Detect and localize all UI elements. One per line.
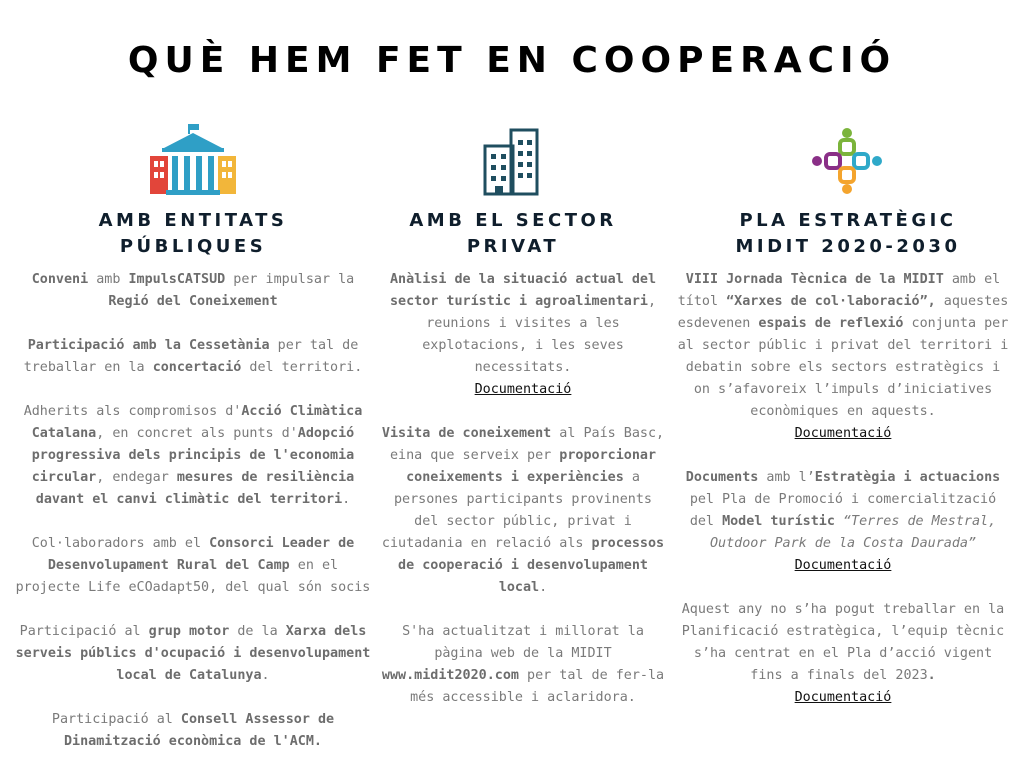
text: pel Pla de Promoció i comercialització del: [689, 492, 997, 529]
documentacio-link[interactable]: Documentació: [794, 558, 892, 573]
paragraph: [14, 621, 372, 687]
bold-text: VIII Jornada Tècnica de la MIDIT: [685, 272, 944, 287]
paragraph: [378, 423, 668, 599]
bold-text: Documents: [685, 470, 759, 485]
bold-text: “Xarxes de col·laboració”,: [726, 294, 936, 309]
text: de la: [229, 624, 286, 639]
documentacio-link[interactable]: Documentació: [794, 426, 892, 441]
office-building-icon: [483, 128, 541, 196]
text: .: [539, 580, 548, 595]
paragraph: [676, 467, 1010, 577]
text: conjunta per al sector públic i privat del territori i debatin sobre els sectors estratègics i on s’afavoreix l’impuls d’iniciatives econòmiques en aquests.: [677, 316, 1009, 419]
documentacio-link[interactable]: Documentació: [794, 690, 892, 705]
text: , en concret als punts d': [96, 426, 298, 441]
bold-text: Consorci Leader de Desenvolupament Rural del Camp: [47, 536, 355, 573]
text: a persones participants provinents del sector públic, privat i ciutadania en relació als: [381, 470, 652, 551]
bold-text: ImpulsCATSUD: [128, 272, 226, 287]
paragraph: [676, 599, 1010, 709]
paragraph: [14, 269, 372, 313]
page-title: QUÈ HEM FET EN COOPERACIÓ: [127, 40, 897, 81]
column-public-entities: [14, 269, 372, 775]
bold-text: Anàlisi de la situació actual del sector turístic i agroalimentari: [389, 272, 657, 309]
text: per tal de treballar en la: [23, 338, 359, 375]
text: , endegar: [96, 470, 177, 485]
text: Aquest any no s’ha pogut treballar en la Planificació estratègica, l’equip tècnic s’ha centrat en el Pla d’acció vigent fins a finals del 2023: [681, 602, 1005, 683]
paragraph: [378, 621, 668, 709]
bold-text: espais de reflexió: [758, 316, 904, 331]
paragraph: [14, 401, 372, 511]
paragraph: [14, 533, 372, 599]
text: per tal de fer-la més accessible i aclaridora.: [410, 668, 665, 705]
text: amb: [88, 272, 129, 287]
bold-text: Regió del Coneixement: [108, 294, 278, 309]
bold-text: Participació amb la Cessetània: [27, 338, 270, 353]
bold-text: Estratègia i actuacions: [814, 470, 1001, 485]
paragraph: [14, 335, 372, 379]
cooperation-people-icon: [812, 127, 882, 195]
column-heading-private: AMB EL SECTOR PRIVAT: [409, 210, 617, 257]
text: [835, 514, 843, 529]
bold-text: www.midit2020.com: [381, 668, 519, 683]
bold-text: processos de cooperació i desenvolupament local: [398, 536, 665, 595]
text: en el projecte Life eCOadapt50, del qual són socis: [15, 558, 371, 595]
bold-text: Acció Climàtica Catalana: [31, 404, 363, 441]
text: al País Basc, eina que serveix per: [389, 426, 665, 463]
paragraph: [676, 269, 1010, 445]
text: Participació al: [19, 624, 149, 639]
bold-text: .: [927, 668, 936, 683]
text: Participació al: [51, 712, 181, 727]
italic-text: “Terres de Mestral, Outdoor Park de la Costa Daurada”: [709, 514, 997, 551]
bold-text: grup motor: [148, 624, 230, 639]
bold-text: concertació: [152, 360, 242, 375]
bold-text: Visita de coneixement: [381, 426, 552, 441]
text: .: [261, 668, 270, 683]
text: S'ha actualitzat i millorat la pàgina web de la MIDIT: [402, 624, 644, 661]
text: .: [342, 492, 351, 507]
text: per impulsar la: [225, 272, 355, 287]
public-building-icon: [150, 124, 236, 196]
text: , reunions i visites a les explotacions, i les seves necessitats.: [422, 294, 657, 375]
bold-text: Model turístic: [722, 514, 835, 529]
text: del territori.: [241, 360, 363, 375]
bold-text: Xarxa dels serveis públics d'ocupació i desenvolupament local de Catalunya: [15, 624, 371, 683]
column-heading-strategic: PLA ESTRATÈGIC MIDIT 2020-2030: [735, 210, 961, 257]
bold-text: Consell Assessor de Dinamització econòmica de l'ACM.: [64, 712, 335, 749]
text: aquestes esdevenen: [677, 294, 1009, 331]
text: Col·laboradors amb el: [31, 536, 210, 551]
bold-text: proporcionar coneixements i experiències: [406, 448, 657, 485]
documentacio-link[interactable]: Documentació: [474, 382, 572, 397]
bold-text: Conveni: [31, 272, 89, 287]
text: amb l’: [758, 470, 815, 485]
column-strategic-plan: [676, 269, 1010, 731]
bold-text: Adopció progressiva dels principis de l'economia circular: [31, 426, 355, 485]
column-private-sector: [378, 269, 668, 731]
column-heading-public: AMB ENTITATS PÚBLIQUES: [98, 210, 288, 257]
text: amb el títol: [677, 272, 1001, 309]
paragraph: [378, 269, 668, 401]
bold-text: mesures de resiliència davant el canvi climàtic del territori: [35, 470, 355, 507]
text: Adherits als compromisos d': [23, 404, 242, 419]
paragraph: [14, 709, 372, 753]
